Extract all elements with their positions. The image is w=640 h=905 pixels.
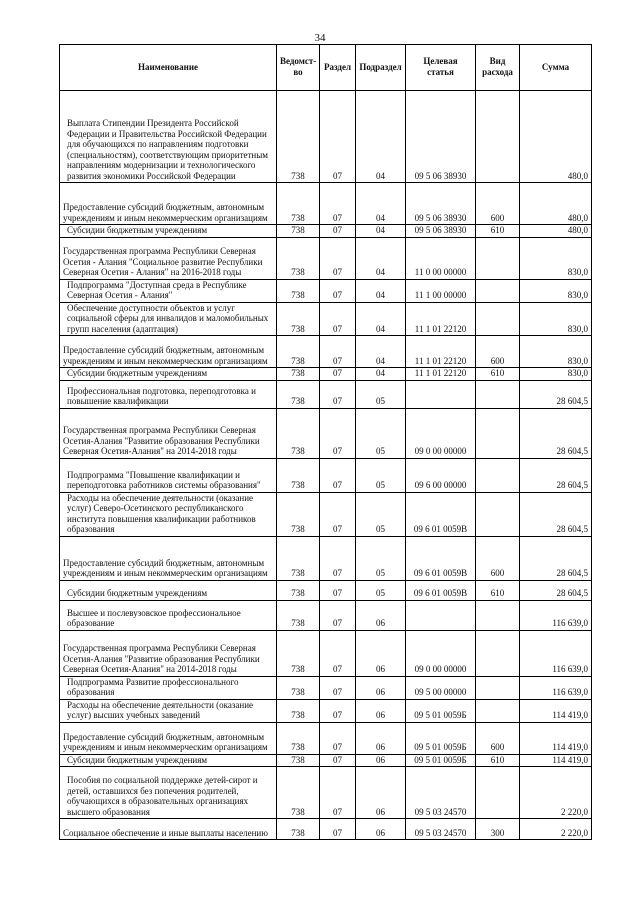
cell-vedomstvo: 738 [277, 536, 320, 580]
cell-vedomstvo: 738 [277, 279, 320, 302]
cell-vedomstvo: 738 [277, 699, 320, 722]
cell-celevaya-statya: 09 6 01 0059В [406, 580, 476, 600]
cell-name: Предоставление субсидий бюджетным, автономным учреждениям и иным некоммерческим организациям [60, 536, 277, 580]
cell-vedomstvo: 738 [277, 676, 320, 699]
cell-celevaya-statya: 09 5 03 24570 [406, 819, 476, 840]
table-row [60, 600, 592, 630]
cell-razdel: 07 [320, 225, 356, 238]
cell-name: Высшее и послевузовское профессиональное образование [60, 600, 277, 630]
cell-celevaya-statya [406, 600, 476, 630]
cell-vedomstvo: 738 [277, 237, 320, 279]
cell-razdel: 07 [320, 699, 356, 722]
cell-vid-rashoda: 610 [476, 754, 520, 767]
cell-summa: 28 604,5 [520, 536, 592, 580]
table-row [60, 458, 592, 492]
cell-summa: 2 220,0 [520, 819, 592, 840]
cell-summa: 116 639,0 [520, 676, 592, 699]
budget-table [59, 44, 592, 840]
cell-celevaya-statya: 11 1 01 22120 [406, 302, 476, 336]
cell-podrazdel: 04 [356, 336, 406, 368]
cell-celevaya-statya: 09 0 00 00000 [406, 408, 476, 458]
header-razdel: Раздел [320, 45, 356, 91]
cell-summa: 480,0 [520, 183, 592, 225]
table-row [60, 380, 592, 408]
cell-podrazdel: 06 [356, 754, 406, 767]
cell-celevaya-statya: 09 5 06 38930 [406, 91, 476, 183]
table-header-row [60, 45, 592, 91]
cell-vid-rashoda [476, 492, 520, 536]
cell-vid-rashoda [476, 237, 520, 279]
cell-name: Государственная программа Республики Северная Осетия-Алания "Развитие образования Республики Северная Осетия-Алания" на 2014-2018 годы [60, 408, 277, 458]
cell-name: Подпрограмма "Повышение квалификации и переподготовка работников системы образования" [60, 458, 277, 492]
cell-razdel: 07 [320, 536, 356, 580]
cell-summa: 28 604,5 [520, 580, 592, 600]
cell-podrazdel: 05 [356, 536, 406, 580]
header-podrazdel: Подраздел [356, 45, 406, 91]
cell-celevaya-statya: 09 5 01 0059Б [406, 754, 476, 767]
cell-vedomstvo: 738 [277, 819, 320, 840]
cell-vid-rashoda: 610 [476, 368, 520, 381]
cell-celevaya-statya: 09 5 03 24570 [406, 767, 476, 819]
table-row [60, 368, 592, 381]
header-celevaya-statya: Целевая статья [406, 45, 476, 91]
cell-celevaya-statya: 11 1 01 22120 [406, 336, 476, 368]
cell-razdel: 07 [320, 630, 356, 676]
cell-podrazdel: 04 [356, 225, 406, 238]
cell-razdel: 07 [320, 722, 356, 754]
cell-summa: 830,0 [520, 302, 592, 336]
cell-summa: 480,0 [520, 225, 592, 238]
cell-razdel: 07 [320, 183, 356, 225]
cell-vedomstvo: 738 [277, 767, 320, 819]
cell-celevaya-statya: 09 5 01 0059Б [406, 699, 476, 722]
table-row [60, 767, 592, 819]
cell-vid-rashoda: 610 [476, 580, 520, 600]
cell-celevaya-statya: 09 6 01 0059В [406, 492, 476, 536]
cell-name: Субсидии бюджетным учреждениям [60, 580, 277, 600]
cell-summa: 480,0 [520, 91, 592, 183]
cell-summa: 114 419,0 [520, 754, 592, 767]
cell-name: Обеспечение доступности объектов и услуг социальной сферы для инвалидов и маломобильных групп населения (адаптация) [60, 302, 277, 336]
cell-summa: 114 419,0 [520, 699, 592, 722]
cell-vedomstvo: 738 [277, 458, 320, 492]
cell-name: Субсидии бюджетным учреждениям [60, 368, 277, 381]
cell-vid-rashoda: 610 [476, 225, 520, 238]
cell-vid-rashoda [476, 91, 520, 183]
cell-razdel: 07 [320, 492, 356, 536]
table-row [60, 336, 592, 368]
cell-podrazdel: 06 [356, 600, 406, 630]
cell-vedomstvo: 738 [277, 600, 320, 630]
cell-vedomstvo: 738 [277, 580, 320, 600]
cell-summa: 116 639,0 [520, 630, 592, 676]
cell-razdel: 07 [320, 91, 356, 183]
cell-vedomstvo: 738 [277, 183, 320, 225]
table-row [60, 91, 592, 183]
cell-summa: 2 220,0 [520, 767, 592, 819]
cell-podrazdel: 04 [356, 237, 406, 279]
cell-name: Подпрограмма Развитие профессионального образования [60, 676, 277, 699]
cell-vid-rashoda [476, 458, 520, 492]
cell-name: Пособия по социальной поддержке детей-сирот и детей, оставшихся без попечения родителей, обучающихся в образовательных организациях высшего образования [60, 767, 277, 819]
cell-summa: 830,0 [520, 368, 592, 381]
cell-vedomstvo: 738 [277, 408, 320, 458]
cell-vid-rashoda [476, 699, 520, 722]
cell-name: Предоставление субсидий бюджетным, автономным учреждениям и иным некоммерческим организациям [60, 336, 277, 368]
cell-vedomstvo: 738 [277, 630, 320, 676]
cell-podrazdel: 06 [356, 676, 406, 699]
cell-vedomstvo: 738 [277, 492, 320, 536]
cell-vid-rashoda [476, 600, 520, 630]
cell-podrazdel: 04 [356, 91, 406, 183]
cell-vid-rashoda [476, 767, 520, 819]
cell-podrazdel: 05 [356, 408, 406, 458]
cell-vid-rashoda: 600 [476, 183, 520, 225]
cell-celevaya-statya: 11 1 00 00000 [406, 279, 476, 302]
cell-vid-rashoda [476, 302, 520, 336]
header-summa: Сумма [520, 45, 592, 91]
table-row [60, 722, 592, 754]
cell-razdel: 07 [320, 380, 356, 408]
cell-podrazdel: 05 [356, 580, 406, 600]
cell-celevaya-statya: 09 5 06 38930 [406, 225, 476, 238]
cell-podrazdel: 04 [356, 368, 406, 381]
cell-podrazdel: 06 [356, 767, 406, 819]
cell-name: Предоставление субсидий бюджетным, автономным учреждениям и иным некоммерческим организациям [60, 183, 277, 225]
cell-name: Подпрограмма "Доступная среда в Республике Северная Осетия - Алания" [60, 279, 277, 302]
cell-razdel: 07 [320, 754, 356, 767]
cell-vid-rashoda [476, 408, 520, 458]
table-row [60, 183, 592, 225]
cell-vedomstvo: 738 [277, 368, 320, 381]
table-row [60, 536, 592, 580]
cell-razdel: 07 [320, 819, 356, 840]
cell-podrazdel: 05 [356, 458, 406, 492]
cell-razdel: 07 [320, 580, 356, 600]
cell-summa: 114 419,0 [520, 722, 592, 754]
cell-name: Предоставление субсидий бюджетным, автономным учреждениям и иным некоммерческим организациям [60, 722, 277, 754]
table-row [60, 302, 592, 336]
table-row [60, 754, 592, 767]
cell-vedomstvo: 738 [277, 336, 320, 368]
table-row [60, 237, 592, 279]
cell-summa: 830,0 [520, 279, 592, 302]
cell-vedomstvo: 738 [277, 302, 320, 336]
cell-celevaya-statya: 09 6 01 0059В [406, 536, 476, 580]
cell-name: Субсидии бюджетным учреждениям [60, 754, 277, 767]
cell-summa: 830,0 [520, 237, 592, 279]
cell-name: Выплата Стипендии Президента Российской Федерации и Правительства Российской Федерации для обучающихся по направлениям подготовки (специальностям), соответствующим приоритетным направлениям модернизации и технологического развития экономики Российской Федерации [60, 91, 277, 183]
cell-name: Расходы на обеспечение деятельности (оказание услуг) Северо-Осетинского республиканского института повышения квалификации работников образования [60, 492, 277, 536]
cell-name: Государственная программа Республики Северная Осетия - Алания "Социальное развитие Республики Северная Осетия - Алания" на 2016-2018 годы [60, 237, 277, 279]
cell-podrazdel: 04 [356, 279, 406, 302]
cell-name: Субсидии бюджетным учреждениям [60, 225, 277, 238]
cell-podrazdel: 06 [356, 722, 406, 754]
cell-name: Профессиональная подготовка, переподготовка и повышение квалификации [60, 380, 277, 408]
cell-podrazdel: 06 [356, 630, 406, 676]
cell-celevaya-statya: 09 5 00 00000 [406, 676, 476, 699]
cell-vedomstvo: 738 [277, 722, 320, 754]
cell-razdel: 07 [320, 767, 356, 819]
cell-vid-rashoda [476, 380, 520, 408]
cell-celevaya-statya: 09 5 01 0059Б [406, 722, 476, 754]
cell-celevaya-statya: 09 0 00 00000 [406, 630, 476, 676]
cell-razdel: 07 [320, 302, 356, 336]
page-number: 34 [314, 32, 326, 44]
cell-celevaya-statya [406, 380, 476, 408]
cell-vid-rashoda: 600 [476, 722, 520, 754]
table-row [60, 676, 592, 699]
cell-vid-rashoda [476, 676, 520, 699]
cell-vid-rashoda: 600 [476, 536, 520, 580]
cell-name: Государственная программа Республики Северная Осетия-Алания "Развитие образования Республики Северная Осетия-Алания" на 2014-2018 годы [60, 630, 277, 676]
cell-podrazdel: 06 [356, 699, 406, 722]
cell-celevaya-statya: 09 6 00 00000 [406, 458, 476, 492]
table-row [60, 699, 592, 722]
cell-podrazdel: 04 [356, 302, 406, 336]
cell-vid-rashoda: 300 [476, 819, 520, 840]
header-vid-rashoda: Вид расхода [476, 45, 520, 91]
cell-razdel: 07 [320, 279, 356, 302]
cell-razdel: 07 [320, 368, 356, 381]
cell-vid-rashoda [476, 630, 520, 676]
cell-razdel: 07 [320, 600, 356, 630]
cell-razdel: 07 [320, 237, 356, 279]
cell-podrazdel: 06 [356, 819, 406, 840]
cell-vedomstvo: 738 [277, 754, 320, 767]
cell-podrazdel: 05 [356, 492, 406, 536]
cell-celevaya-statya: 11 1 01 22120 [406, 368, 476, 381]
cell-summa: 116 639,0 [520, 600, 592, 630]
cell-podrazdel: 04 [356, 183, 406, 225]
cell-vedomstvo: 738 [277, 225, 320, 238]
cell-vedomstvo: 738 [277, 380, 320, 408]
cell-summa: 28 604,5 [520, 380, 592, 408]
cell-razdel: 07 [320, 336, 356, 368]
cell-vid-rashoda [476, 279, 520, 302]
cell-summa: 830,0 [520, 336, 592, 368]
table-row [60, 630, 592, 676]
cell-razdel: 07 [320, 676, 356, 699]
cell-razdel: 07 [320, 408, 356, 458]
cell-summa: 28 604,5 [520, 492, 592, 536]
cell-summa: 28 604,5 [520, 408, 592, 458]
table-row [60, 408, 592, 458]
cell-name: Социальное обеспечение и иные выплаты населению [60, 819, 277, 840]
header-vedomstvo: Ведомст-во [277, 45, 320, 91]
table-row [60, 492, 592, 536]
table-row [60, 819, 592, 840]
header-name: Наименование [60, 45, 277, 91]
cell-razdel: 07 [320, 458, 356, 492]
cell-vedomstvo: 738 [277, 91, 320, 183]
cell-vid-rashoda: 600 [476, 336, 520, 368]
cell-celevaya-statya: 09 5 06 38930 [406, 183, 476, 225]
table-row [60, 279, 592, 302]
table-row [60, 580, 592, 600]
cell-summa: 28 604,5 [520, 458, 592, 492]
cell-name: Расходы на обеспечение деятельности (оказание услуг) высших учебных заведений [60, 699, 277, 722]
table-row [60, 225, 592, 238]
cell-celevaya-statya: 11 0 00 00000 [406, 237, 476, 279]
cell-podrazdel: 05 [356, 380, 406, 408]
